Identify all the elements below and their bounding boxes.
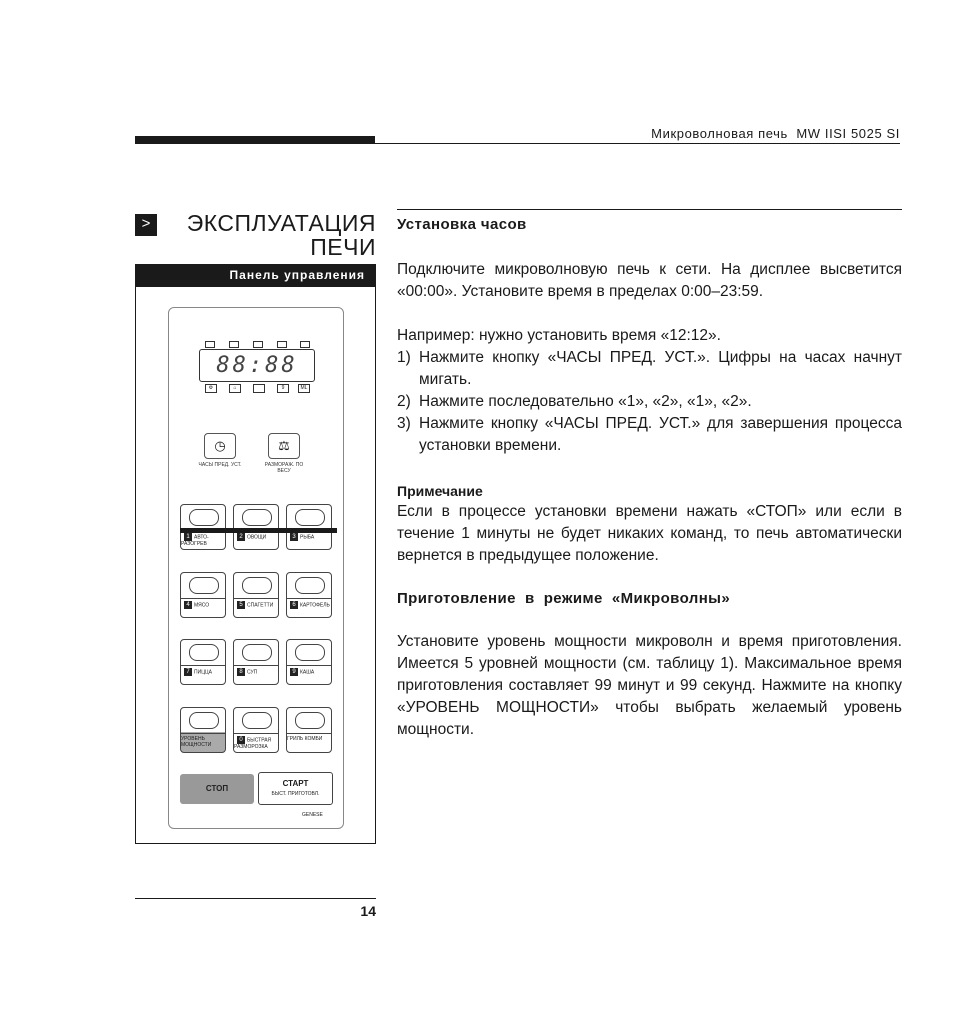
function-button-label <box>287 668 331 676</box>
button-text: ГРИЛЬ КОМБИ <box>287 736 323 742</box>
steps-block <box>397 325 902 457</box>
function-button-label <box>234 533 278 541</box>
clock-button-label: ЧАСЫ ПРЕД. УСТ. <box>198 462 242 468</box>
paragraph-intro: Подключите микроволновую печь к сети. На дисплее высветится «00:00». Установите время в пределах 0:00–23:59. <box>397 261 902 300</box>
display-indicator-icon: ⌂ <box>229 384 241 393</box>
button-text: СУП <box>247 669 258 676</box>
food-icon <box>189 577 219 594</box>
button-number: 6 <box>290 601 298 609</box>
button-text: БЫСТРАЯ РАЗМОРОЗКА <box>234 737 272 750</box>
section-rule <box>397 209 902 210</box>
paragraph-microwave: Установите уровень мощности микроволн и время приготовления. Имеется 5 уровней мощности (см. таблицу 1). Максимальное время приготовления составляет 99 минут и 99 секунд. Нажмите на кнопку «УРОВЕНЬ МОЩНОСТИ» чтобы выбрать желаемый уровень мощности. <box>397 633 902 738</box>
display-indicator-icon: 9 <box>277 384 289 393</box>
button-divider <box>181 598 225 599</box>
function-button[interactable] <box>180 504 226 550</box>
button-text: ПИЦЦА <box>194 669 212 676</box>
display-indicator-icon: ⚙ <box>205 384 217 393</box>
function-button-label <box>234 668 278 676</box>
button-number: 4 <box>184 601 192 609</box>
header-title: Микроволновая печь MW IISI 5025 SI <box>651 126 900 141</box>
clock-icon: ◷ <box>214 438 226 453</box>
food-icon <box>242 509 272 526</box>
highlight-bar <box>180 528 337 533</box>
button-text: РЫБА <box>300 534 315 541</box>
example-text: Например: нужно установить время «12:12». <box>397 327 721 344</box>
food-icon <box>189 712 219 729</box>
clock-button[interactable] <box>204 433 236 459</box>
header-bar <box>135 136 375 144</box>
button-divider <box>234 733 278 734</box>
function-button-label <box>181 533 225 547</box>
section-title-line2: ПЕЧИ <box>310 234 376 260</box>
function-button-label <box>181 601 225 609</box>
note-text: Если в процессе установки времени нажать «СТОП» или если в течение 1 минуты не будет никаких команд, то печь автоматически вернется в предыдущее положение. <box>397 503 902 564</box>
start-label: СТАРТ <box>282 779 309 788</box>
display-digits: 88:88 <box>199 349 315 382</box>
function-button[interactable] <box>180 707 226 753</box>
button-text: АВТО-РАЗОГРЕВ <box>181 534 209 547</box>
panel-header: Панель управления <box>135 264 376 287</box>
header-rule <box>375 143 900 144</box>
section-title-line1: ЭКСПЛУАТАЦИЯ <box>186 210 376 236</box>
button-number: 2 <box>237 533 245 541</box>
start-button[interactable] <box>258 772 333 805</box>
food-icon <box>295 577 325 594</box>
function-button-label <box>234 736 278 750</box>
food-icon <box>242 712 272 729</box>
function-button-label <box>287 533 331 541</box>
button-number: 9 <box>290 668 298 676</box>
brand-logo: GENESE <box>302 812 323 818</box>
function-button[interactable] <box>286 639 332 685</box>
display-mode-icon <box>300 341 310 348</box>
food-icon <box>242 644 272 661</box>
display-indicator-icon: ML <box>298 384 310 393</box>
function-button[interactable] <box>286 504 332 550</box>
button-divider <box>287 733 331 734</box>
step-item: 1) Нажмите кнопку «ЧАСЫ ПРЕД. УСТ.». Цифры на часах начнут мигать. <box>397 349 902 388</box>
food-icon <box>295 712 325 729</box>
function-button[interactable] <box>286 707 332 753</box>
function-button-label <box>234 601 278 609</box>
button-text: УРОВЕНЬ МОЩНОСТИ <box>181 736 212 748</box>
food-icon <box>189 509 219 526</box>
start-sub-label: БЫСТ. ПРИГОТОВЛ. <box>271 791 320 797</box>
display-mode-icon <box>205 341 215 348</box>
button-number: 7 <box>184 668 192 676</box>
button-text: МЯСО <box>194 602 210 609</box>
function-button-label <box>287 601 331 609</box>
food-icon <box>295 509 325 526</box>
display-mode-icon <box>229 341 239 348</box>
food-icon <box>242 577 272 594</box>
weight-defrost-button[interactable] <box>268 433 300 459</box>
function-button[interactable] <box>233 639 279 685</box>
step-item: 3) Нажмите кнопку «ЧАСЫ ПРЕД. УСТ.» для завершения процесса установки времени. <box>397 415 902 454</box>
scale-icon: ⚖ <box>278 438 290 453</box>
function-button-label <box>181 668 225 676</box>
button-text: ОВОЩИ <box>247 534 267 541</box>
button-divider <box>181 733 225 734</box>
chevron-icon: > <box>135 214 157 236</box>
function-button[interactable] <box>286 572 332 618</box>
heading-microwave-mode: Приготовление в режиме «Микроволны» <box>397 590 731 607</box>
button-divider <box>234 665 278 666</box>
weight-defrost-label: РАЗМОРАЖ. ПО ВЕСУ <box>264 462 304 474</box>
footer-rule <box>135 898 376 899</box>
heading-clock-setup: Установка часов <box>397 216 527 233</box>
display-mode-icon <box>253 341 263 348</box>
section-title <box>180 211 376 259</box>
button-divider <box>234 598 278 599</box>
step-item: 2) Нажмите последовательно «1», «2», «1», «2». <box>397 393 752 410</box>
stop-button[interactable]: СТОП <box>180 774 254 804</box>
display-mode-icon <box>277 341 287 348</box>
food-icon <box>295 644 325 661</box>
function-button-label <box>181 736 225 748</box>
button-number: 8 <box>237 668 245 676</box>
page-number: 14 <box>360 903 376 919</box>
function-button[interactable] <box>233 707 279 753</box>
function-button-label <box>287 736 331 742</box>
function-button[interactable] <box>180 639 226 685</box>
function-button[interactable] <box>233 504 279 550</box>
button-text: СПАГЕТТИ <box>247 602 274 609</box>
button-number: 3 <box>290 533 298 541</box>
button-divider <box>287 598 331 599</box>
button-number: 0 <box>237 736 245 744</box>
function-button[interactable] <box>180 572 226 618</box>
button-text: КАША <box>300 669 315 676</box>
display-indicator-icon <box>253 384 265 393</box>
button-number: 5 <box>237 601 245 609</box>
note-title: Примечание <box>397 483 483 499</box>
food-icon <box>189 644 219 661</box>
button-text: КАРТОФЕЛЬ <box>300 602 330 609</box>
button-divider <box>181 665 225 666</box>
button-number: 1 <box>184 533 192 541</box>
function-button[interactable] <box>233 572 279 618</box>
button-divider <box>287 665 331 666</box>
